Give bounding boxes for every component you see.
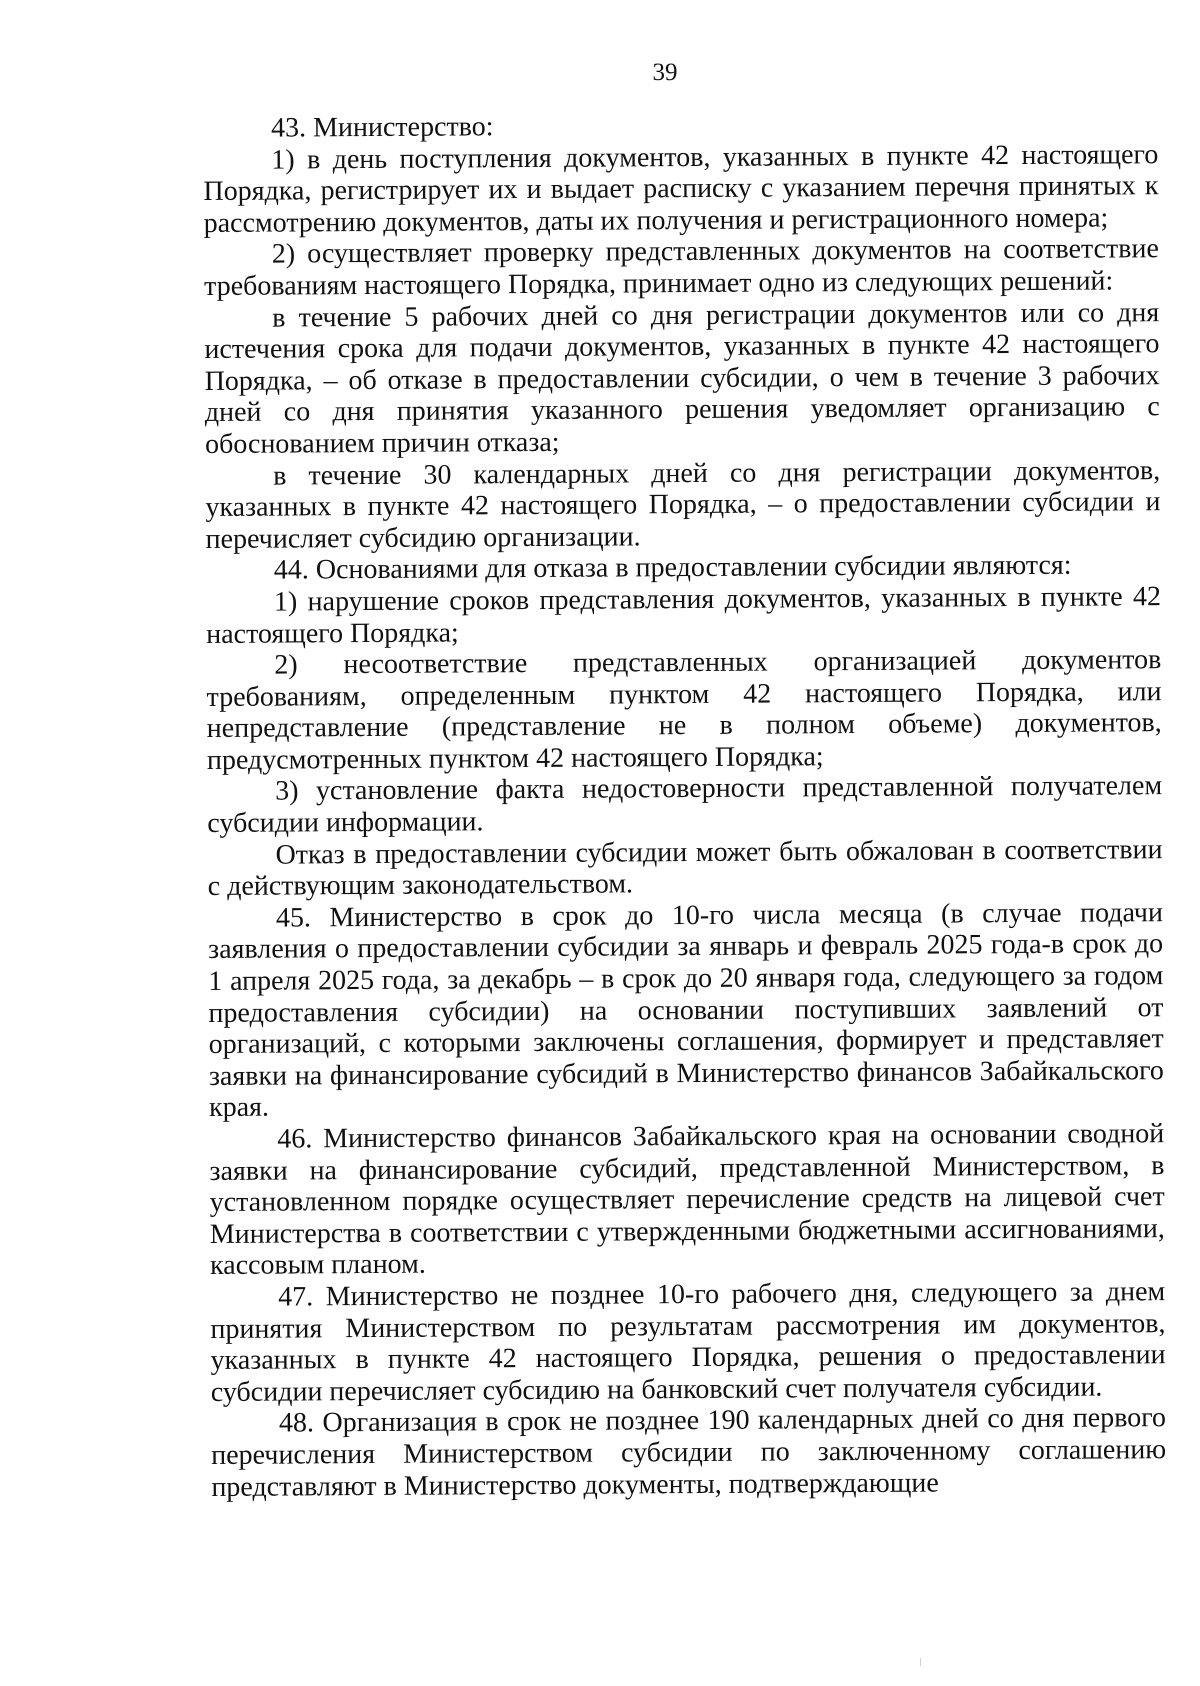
paragraph-44-item-1: 1) нарушение сроков представления документов, указанных в пункте 42 настоящего Порядка; [206,581,1162,650]
paragraph-44-item-3: 3) установление факта недостоверности представленной получателем субсидии информации. [207,770,1163,840]
paragraph-43: 43. Министерство: [270,111,494,144]
paragraph-44-appeal: Отказ в предоставлении субсидии может быть обжалован в соответствии с действующим законодательством. [207,833,1163,903]
paragraph-44-item-2: 2) несоответствие представленных организацией документов требованиям, определенным пунктом 42 настоящего Порядка, или непредставление (представление не в полном объеме) документов, предусмотренных пунктом 42 настоящего Порядка; [206,644,1162,776]
document-body [203,107,1166,1503]
paragraph-44: 44. Основаниями для отказа в предоставлении субсидии являются: [273,550,1072,586]
paragraph-43-item-2: 2) осуществляет проверку представленных документов на соответствие требованиям настоящего Порядка, принимает одно из следующих решений: [203,233,1159,302]
paragraph-45: 45. Министерство в срок до 10-го числа месяца (в случае подачи заявления о предоставлении субсидии за январь и февраль 2025 года-в срок до 1 апреля 2025 года, за декабрь – в срок до 20 января года, следующего за годом предоставления субсидии) на основании поступивших заявлений от организаций, с которыми заключены соглашения, формирует и представляет заявки на финансирование субсидий в Министерство финансов Забайкальского края. [208,896,1164,1124]
paragraph-43-item-2-grant: в течение 30 календарных дней со дня регистрации документов, указанных в пункте 42 настоящего Порядка, – о предоставлении субсидии и перечисляет субсидию организации. [205,454,1161,555]
paragraph-43-item-1: 1) в день поступления документов, указанных в пункте 42 настоящего Порядка, регистрирует их и выдает расписку с указанием перечня принятых к рассмотрению документов, даты их получения и регистрационного номера; [203,138,1159,239]
paragraph-47: 47. Министерство не позднее 10-го рабочего дня, следующего за днем принятия Министерством по результатам рассмотрения им документов, указанных в пункте 42 настоящего Порядка, решения о предоставлении субсидии перечисляет субсидию на банковский счет получателя субсидии. [210,1276,1166,1408]
paragraph-43-item-2-refusal: в течение 5 рабочих дней со дня регистрации документов или со дня истечения срока для подачи документов, указанных в пункте 42 настоящего Порядка, – об отказе в предоставлении субсидии, о чем в течение 3 рабочих дней со дня принятия указанного решения уведомляет организацию с обоснованием причин отказа; [204,296,1160,460]
paragraph-48: 48. Организация в срок не позднее 190 календарных дней со дня первого перечисления Министерством субсидии по заключенному соглашению представляют в Министерство документы, подтверждающие [211,1402,1167,1503]
paragraph-46: 46. Министерство финансов Забайкальского края на основании сводной заявки на финансирование субсидий, представленной Министерством, в установленном порядке осуществляет перечисление средств на лицевой счет Министерства в соответствии с утвержденными бюджетными ассигнованиями, кассовым планом. [209,1118,1165,1282]
page-number: 39 [652,59,678,86]
scan-artifact-mark [920,1658,921,1666]
